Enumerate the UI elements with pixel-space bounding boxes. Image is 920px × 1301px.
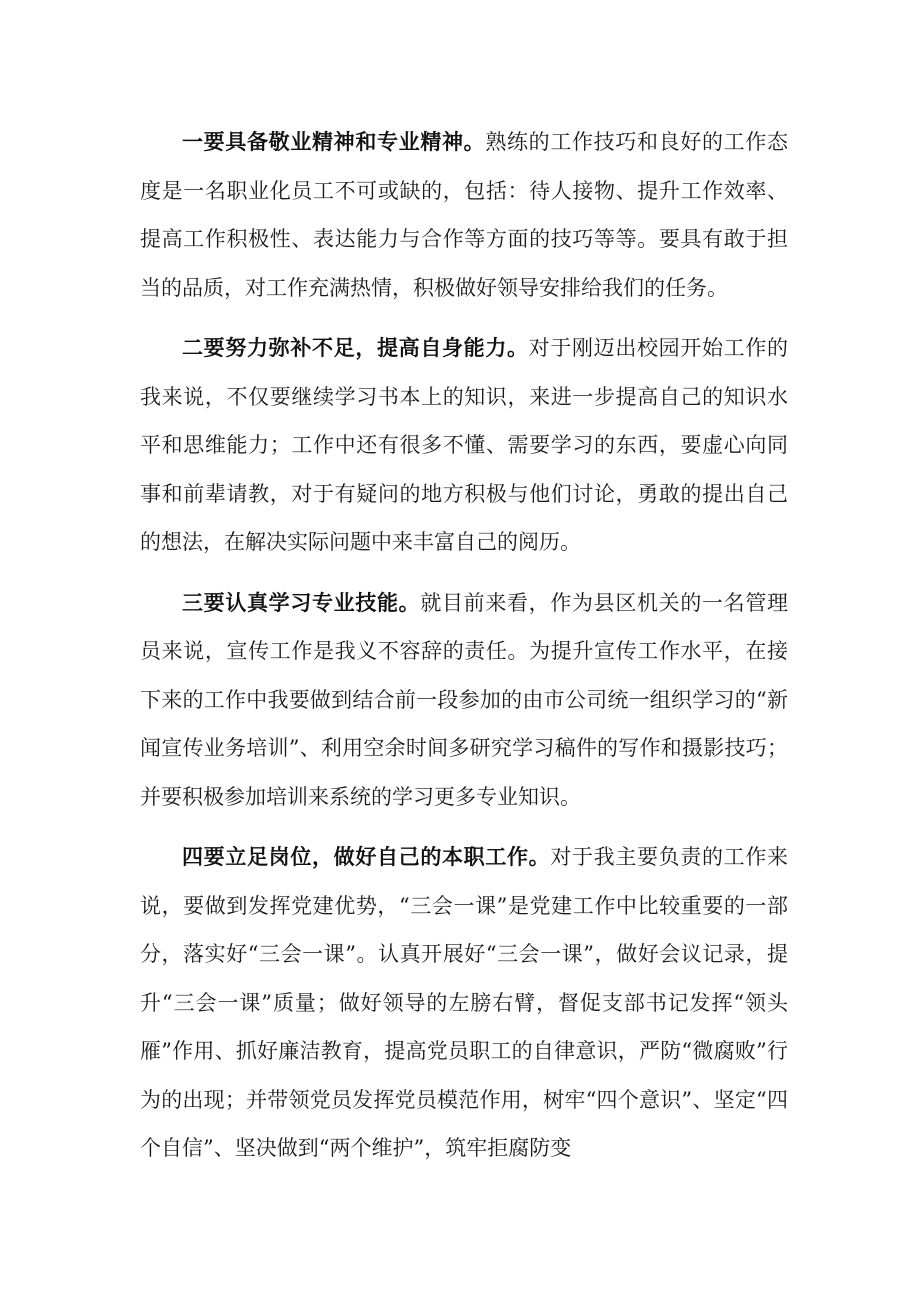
paragraph-2: [140, 324, 788, 567]
paragraph-2-text: 对于刚迈出校园开始工作的我来说，不仅要继续学习书本上的知识，来进一步提高自己的知识水平和思维能力；工作中还有很多不懂、需要学习的东西，要虚心向同事和前辈请教，对于有疑问的地方积极与他们讨论，勇敢的提出自己的想法，在解决实际问题中来丰富自己的阅历。: [140, 336, 789, 554]
paragraph-4-heading: 四要立足岗位，做好自己的本职工作。: [182, 845, 551, 869]
paragraph-1-text: 熟练的工作技巧和良好的工作态度是一名职业化员工不可或缺的，包括：待人接物、提升工作效率、提高工作积极性、表达能力与合作等方面的技巧等等。要具有敢于担当的品质，对工作充满热情，积极做好领导安排给我们的任务。: [140, 130, 789, 300]
document-body: [140, 118, 788, 1185]
paragraph-3-text: 就目前来看，作为县区机关的一名管理员来说，宣传工作是我义不容辞的责任。为提升宣传工作水平，在接下来的工作中我要做到结合前一段参加的由市公司统一组织学习的“新闻宣传业务培训”、利用空余时间多研究学习稿件的写作和摄影技巧；并要积极参加培训来系统的学习更多专业知识。: [140, 590, 789, 809]
paragraph-1: [140, 118, 788, 312]
paragraph-1-heading: 一要具备敬业精神和专业精神。: [182, 130, 486, 154]
paragraph-4-text: 对于我主要负责的工作来说，要做到发挥党建优势，“三会一课”是党建工作中比较重要的一部分，落实好“三会一课”。认真开展好“三会一课”，做好会议记录，提升“三会一课”质量；做好领导的左膀右臂，督促支部书记发挥“领头雁”作用、抓好廉洁教育，提高党员职工的自律意识，严防“微腐败”行为的出现；并带领党员发挥党员模范作用，树牢“四个意识”、坚定“四个自信”、坚决做到“两个维护”，筑牢拒腐防变: [140, 845, 789, 1160]
paragraph-3-heading: 三要认真学习专业技能。: [182, 590, 421, 615]
paragraph-2-heading: 二要努力弥补不足，提高自身能力。: [182, 336, 529, 360]
paragraph-3: [140, 579, 788, 822]
paragraph-4: [140, 833, 788, 1173]
